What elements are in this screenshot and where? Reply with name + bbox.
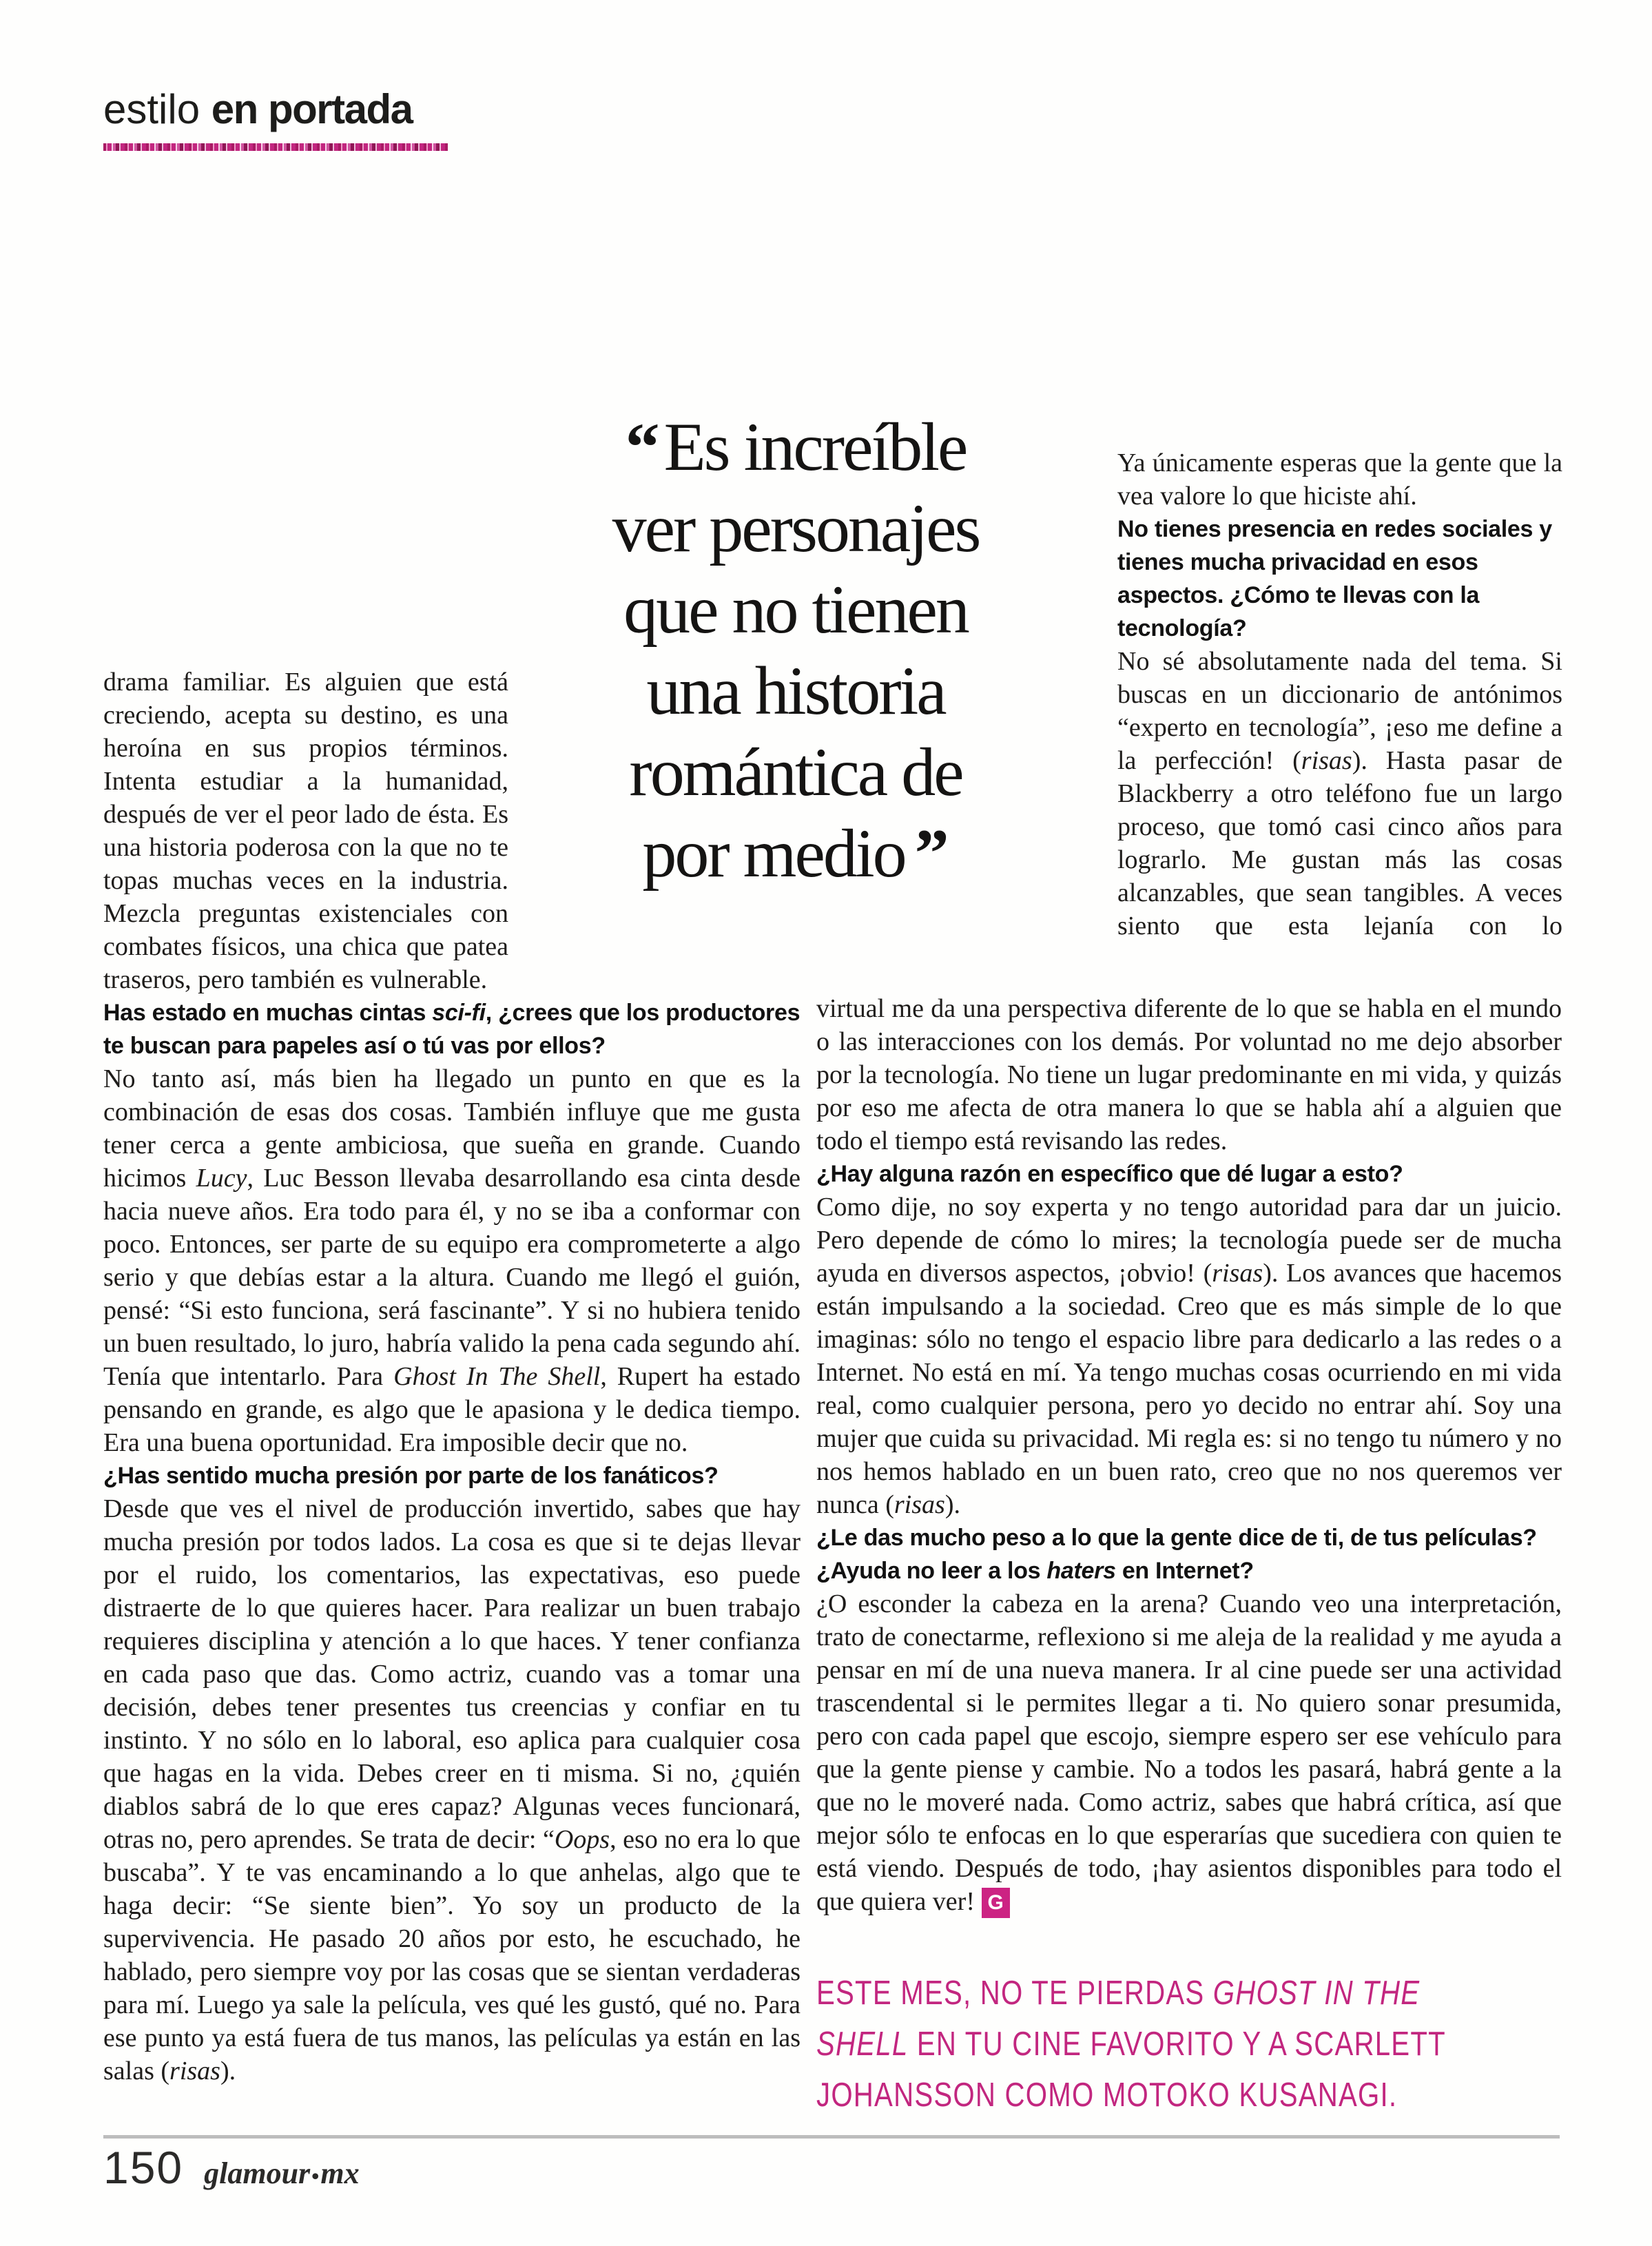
pull-quote-line: romántica de xyxy=(629,734,962,810)
pull-quote-wrap-spacer xyxy=(508,666,801,966)
brand-name: glamour xyxy=(204,2156,311,2190)
middle-column xyxy=(816,992,1562,1918)
interview-answer: No sé absolutamente nada del tema. Si buscas en un diccionario de antónimos “experto en tecnología”, ¡eso me define a la perfección! (risas). Hasta pasar de Blackberry a otro teléfono fue un largo proceso, que tomó casi cinco años para lograrlo. Me gustan más las cosas alcanzables, que sean tangibles. A veces siento que esta lejanía con lo xyxy=(1117,647,1562,940)
footer-rule xyxy=(103,2135,1560,2139)
brand-suffix: mx xyxy=(320,2156,360,2190)
page-number: 150 xyxy=(103,2142,184,2193)
promo-note-line: JOHANSSON COMO MOTOKO KUSANAGI. xyxy=(816,2077,1398,2114)
kicker-bold-label: en portada xyxy=(211,86,413,132)
interview-answer: Como dije, no soy experta y no tengo autoridad para dar un juicio. Pero depende de cómo lo mires; la tecnología puede ser de mucha ayuda en diversos aspectos, ¡obvio! (risas). Los avances que hacemos están impulsando a la sociedad. Creo que es más simple de lo que imaginas: sólo no tengo el espacio libre para dedicarlo a las redes o a Internet. No está en mí. Ya tengo muchas cosas ocurriendo en mi vida real, como cualquier persona, pero yo decido no entrar ahí. Soy una mujer que cuida su privacidad. Mi regla es: si no tengo tu número y no nos hemos hablado en un buen rato, creo que no nos queremos ver nunca (risas). xyxy=(816,1193,1562,1519)
open-quote-mark: “ xyxy=(625,409,660,485)
interview-question: ¿Le das mucho peso a lo que la gente dice de ti, de tus películas? ¿Ayuda no leer a los haters en Internet? xyxy=(816,1525,1537,1584)
interview-question: ¿Hay alguna razón en específico que dé lugar a esto? xyxy=(816,1161,1403,1187)
interview-answer: virtual me da una perspectiva diferente de lo que se habla en el mundo o las interacciones con los demás. Por voluntad no me dejo absorber por la tecnología. No tiene un lugar predominante en mi vida, y quizás por eso me afecta de otra manera lo que se habla ahí a alguien que todo el tiempo está revisando las redes. xyxy=(816,994,1562,1155)
kicker-light-label: estilo xyxy=(103,86,200,132)
pink-stripe-divider xyxy=(103,143,448,151)
promo-note-line: SHELL EN TU CINE FAVORITO Y A SCARLETT xyxy=(816,2026,1446,2063)
pull-quote-line: ver personajes xyxy=(612,490,980,566)
page-footer xyxy=(103,2141,360,2194)
article-paragraph: drama familiar. Es alguien que está creciendo, acepta su destino, es una heroína en sus propios términos. Intenta estudiar a la humanidad, después de ver el peor lado de ésta. Es una historia poderosa con la que no te topas muchas veces en la industria. Mezcla preguntas existenciales con combates físicos, una chica que patea traseros, pero también es vulnerable. xyxy=(103,668,508,994)
right-column xyxy=(1117,446,1562,942)
promo-note-line: ESTE MES, NO TE PIERDAS GHOST IN THE xyxy=(816,1975,1421,2012)
brand-dot: • xyxy=(311,2163,320,2188)
pull-quote-line: una historia xyxy=(646,652,945,729)
interview-answer: No tanto así, más bien ha llegado un punto en que es la combinación de esas dos cosas. También influye que me gusta tener cerca a gente ambiciosa, que sueña en grande. Cuando hicimos Lucy, Luc Besson llevaba desarrollando esa cinta desde hacia nueve años. Era todo para él, y no se iba a conformar con poco. Entonces, ser parte de su equipo era comprometerte a algo serio y que debías estar a la altura. Cuando me llegó el guión, pensé: “Si esto funciona, será fascinante”. Y si no hubiera tenido un buen resultado, lo juro, habría valido la pena cada segundo ahí. Tenía que intentarlo. Para Ghost In The Shell, Rupert ha estado pensando en grande, es algo que le apasiona y le dedica tiempo. Era una buena oportunidad. Era imposible decir que no. xyxy=(103,1064,801,1457)
section-kicker xyxy=(103,85,412,133)
pull-quote-text: Es increíble xyxy=(663,409,967,485)
interview-question: ¿Has sentido mucha presión por parte de los fanáticos? xyxy=(103,1463,719,1489)
pull-quote-line xyxy=(499,406,1092,488)
answer-text: ¿O esconder la cabeza en la arena? Cuando veo una interpretación, trato de conectarme, reflexiono si me aleja de la realidad y me ayuda a pensar en mí de una nueva manera. Ir al cine puede ser una actividad trascendental si le permites llegar a ti. No quiero sonar presumida, pero con cada papel que escojo, siempre espero ser ese vehículo para que la gente piense y cambie. No a todos les pasará, habrá gente a la que no le moveré nada. Como actriz, sabes que habrá crítica, así que mejor sólo te enfocas en lo que esperarías que sucediera con quien te está viendo. Después de todo, ¡hay asientos disponibles para todo el que quiera ver! xyxy=(816,1589,1562,1916)
interview-answer: Ya únicamente esperas que la gente que la vea valore lo que hiciste ahí. xyxy=(1117,449,1562,511)
end-of-article-marker: G xyxy=(982,1888,1010,1918)
close-quote-mark: ” xyxy=(914,815,949,892)
interview-question: Has estado en muchas cintas sci-fi, ¿crees que los productores te buscan para papeles así o tú vas por ellos? xyxy=(103,1000,801,1059)
brand-mark xyxy=(204,2156,359,2191)
promo-note xyxy=(816,1968,1643,2121)
promo-note-text xyxy=(816,1968,1494,2121)
interview-answer xyxy=(816,1587,1562,1918)
pull-quote-line: que no tienen xyxy=(623,571,968,648)
pull-quote-text: por medio xyxy=(642,815,905,892)
left-column xyxy=(103,666,801,2088)
interview-answer: Desde que ves el nivel de producción invertido, sabes que hay mucha presión por todos lados. La cosa es que si te dejas llevar por el ruido, los comentarios, las expectativas, eso puede distraerte de lo que quieres hacer. Para realizar un buen trabajo requieres disciplina y atención a lo que haces. Y tener confianza en cada paso que das. Como actriz, cuando vas a tomar una decisión, debes tener presentes tus creencias y confiar en tu instinto. Y no sólo en lo laboral, eso aplica para cualquier cosa que hagas en la vida. Debes creer en ti misma. Si no, ¿quién diablos sabrá de lo que eres capaz? Algunas veces funcionará, otras no, pero aprendes. Se trata de decir: “Oops, eso no era lo que buscaba”. Y te vas encaminando a lo que anhelas, algo que te haga decir: “Se siente bien”. Yo soy un producto de la supervivencia. He pasado 20 años por esto, he escuchado, he hablado, pero siempre voy por las cosas que se sientan verdaderas para mí. Luego ya sale la película, ves qué les gustó, qué no. Para ese punto ya está fuera de tus manos, las películas ya están en las salas (risas). xyxy=(103,1494,801,2085)
interview-question: No tienes presencia en redes sociales y tienes mucha privacidad en esos aspectos. ¿Cómo te llevas con la tecnología? xyxy=(1117,516,1552,641)
